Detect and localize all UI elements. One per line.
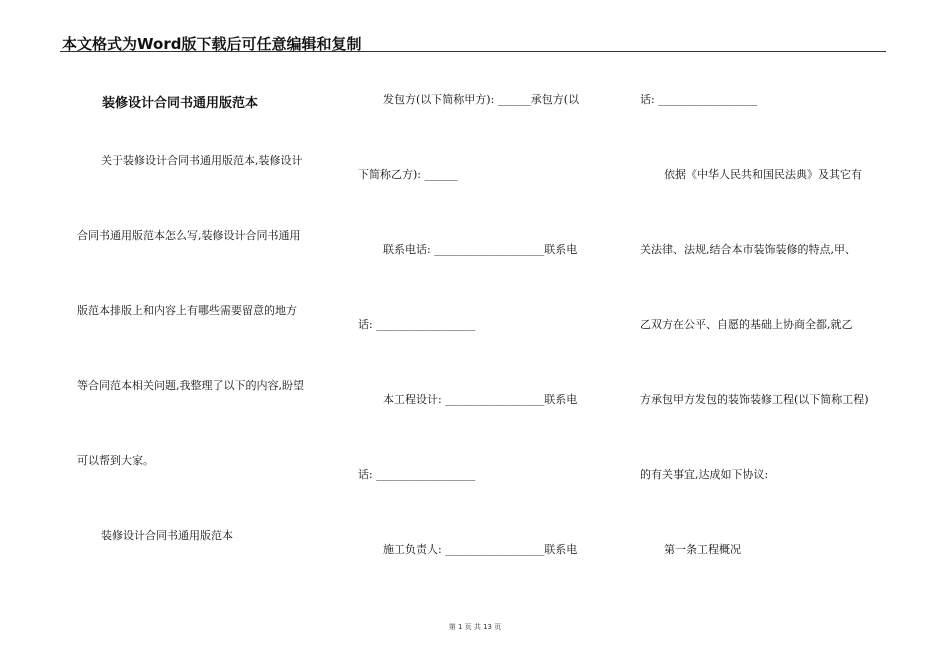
document-title: 装修设计合同书通用版范本 [102, 96, 259, 111]
column2-line-3: 联系电话: ____________________联系电 [383, 243, 578, 256]
column2-line-4: 话: __________________ [358, 318, 476, 331]
column1-line-6: 装修设计合同书通用版范本 [101, 529, 233, 542]
page-number-footer: 第 1 页 共 13 页 [448, 623, 502, 631]
column3-line-5: 方承包甲方发包的装饰装修工程(以下简称工程) [640, 393, 869, 406]
column3-line-4: 乙双方在公平、自愿的基础上协商全都,就乙 [640, 318, 853, 331]
column3-line-6: 的有关事宜,达成如下协议: [640, 468, 769, 481]
column3-line-7: 第一条工程概况 [664, 543, 741, 556]
column3-line-2: 依据《中华人民共和国民法典》及其它有 [664, 168, 862, 181]
column1-line-2: 合同书通用版范本怎么写,装修设计合同书通用 [77, 229, 301, 242]
column2-line-7: 施工负责人: __________________联系电 [383, 543, 578, 556]
document-header-title: 本文格式为Word版下载后可任意编辑和复制 [62, 35, 362, 53]
column2-line-2: 下简称乙方): ______ [358, 168, 458, 181]
column3-line-3: 关法律、法规,结合本市装饰装修的特点,甲、 [640, 243, 856, 256]
column1-line-1: 关于装修设计合同书通用版范本,装修设计 [101, 154, 303, 167]
column1-line-5: 可以帮到大家。 [77, 454, 154, 467]
column1-line-4: 等合同范本相关问题,我整理了以下的内容,盼望 [77, 379, 304, 392]
column1-line-3: 版范本排版上和内容上有哪些需要留意的地方 [77, 304, 297, 317]
column2-line-6: 话: __________________ [358, 468, 476, 481]
column2-line-1: 发包方(以下简称甲方): ______承包方(以 [383, 93, 580, 106]
column3-line-1: 话: __________________ [640, 93, 758, 106]
column2-line-5: 本工程设计: __________________联系电 [383, 393, 578, 406]
header-divider [60, 51, 886, 52]
